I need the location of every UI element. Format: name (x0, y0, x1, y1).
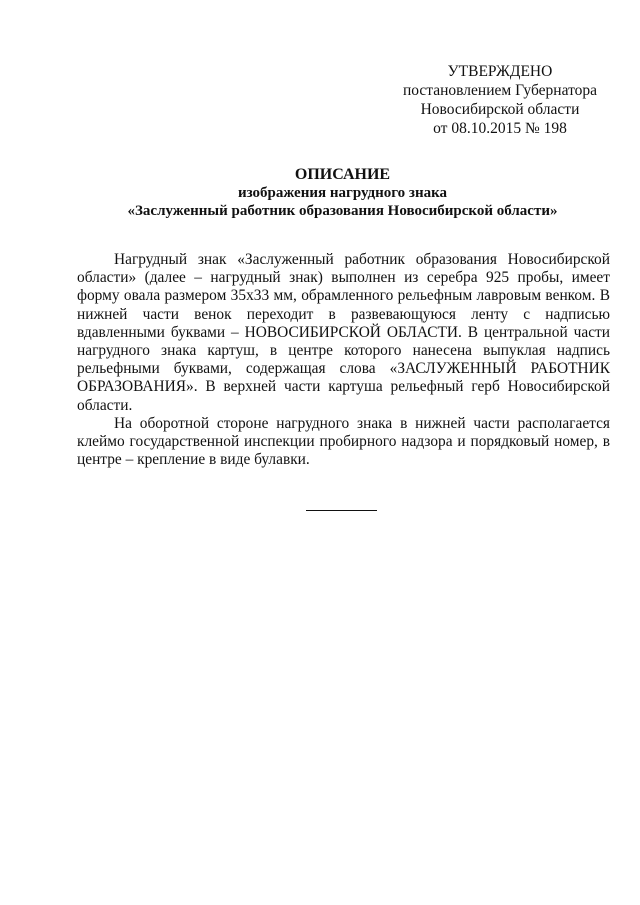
approval-heading: УТВЕРЖДЕНО (447, 63, 553, 80)
title-subtitle: изображения нагрудного знака (237, 185, 448, 201)
title-award-name: «Заслуженный работник образования Новосибирской области» (127, 203, 558, 219)
title-heading: ОПИСАНИЕ (294, 166, 391, 183)
approval-stamp (400, 62, 600, 138)
approval-decree-line: постановлением Губернатора (402, 82, 598, 99)
document-title (60, 166, 625, 220)
body-paragraph-description: Нагрудный знак «Заслуженный работник образования Новосибирской области» (далее – нагрудный знак) выполнен из серебра 925 пробы, имеет форму овала размером 35х33 мм, обрамленного рельефным лавровым венком. В нижней части венок переходит в развевающуюся ленту с надписью вдавленными буквами – НОВОСИБИРСКОЙ ОБЛАСТИ. В центральной части нагрудного знака картуш, в центре которого нанесена выпуклая надпись рельефными буквами, содержащая слова «ЗАСЛУЖЕННЫЙ РАБОТНИК ОБРАЗОВАНИЯ». В верхней части картуша рельефный герб Новосибирской области. (77, 251, 610, 414)
approval-date-number: от 08.10.2015 № 198 (433, 120, 567, 137)
document-body (77, 251, 610, 469)
end-divider-line (306, 510, 377, 511)
body-paragraph-reverse-side: На оборотной стороне нагрудного знака в нижней части располагается клеймо государственной инспекции пробирного надзора и порядковый номер, в центре – крепление в виде булавки. (77, 414, 610, 469)
approval-region-line: Новосибирской области (420, 101, 580, 118)
